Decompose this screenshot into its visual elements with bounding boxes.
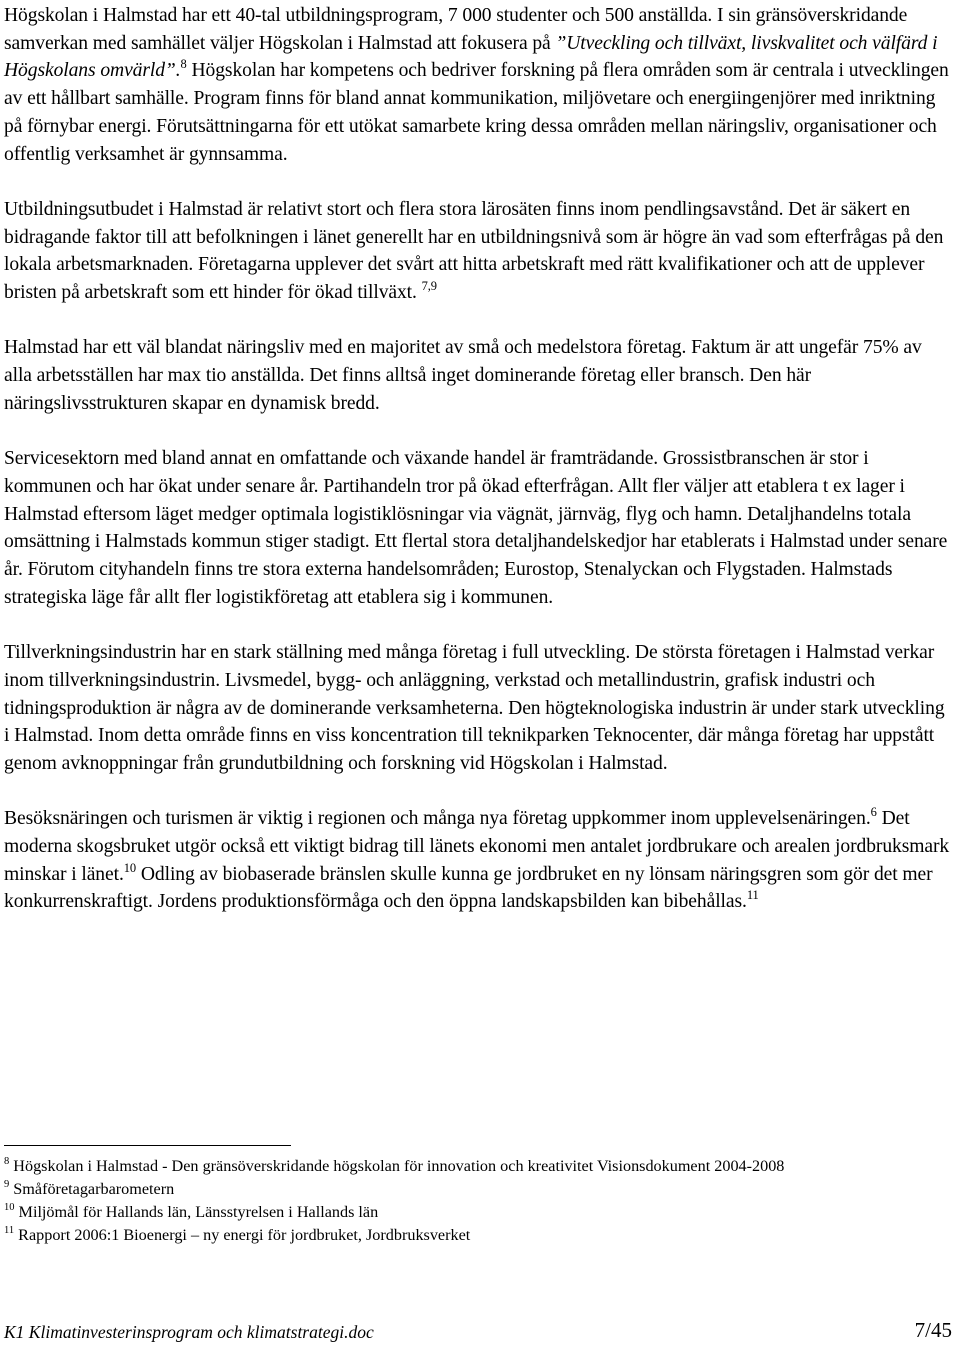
paragraph-text: Besöksnäringen och turismen är viktig i regionen och många nya företag uppkommer inom upplevelsenäringen. [4, 808, 871, 830]
footnotes [4, 1155, 944, 1247]
footnote-number: 11 [4, 1225, 15, 1236]
footnote-item [4, 1178, 944, 1201]
document-body [4, 2, 952, 916]
footnote-number: 9 [4, 1179, 10, 1190]
footnote-ref: 6 [870, 805, 877, 820]
footnote-item [4, 1201, 944, 1224]
paragraph-text: Högskolan har kompetens och bedriver forskning på flera områden som är centrala i utvecklingen av ett hållbart samhälle. Program finns för bland annat kommunikation, miljövetare och energiingenjörer med inriktning på förnybar energi. Förutsättningarna för ett utökat samarbete kring dessa områden mellan näringsliv, organisationer och offentlig verksamhet är gynnsamma. [4, 60, 949, 165]
paragraph-besoksnaring [4, 805, 952, 916]
paragraph-naringsliv: Halmstad har ett väl blandat näringsliv med en majoritet av små och medelstora företag. Faktum är att ungefär 75% av alla arbetsställen har max tio anställda. Det finns alltså inget dominerande företag eller bransch. Den här näringslivsstrukturen skapar en dynamisk bredd. [4, 337, 922, 414]
paragraph-tillverkning: Tillverkningsindustrin har en stark ställning med många företag i full utveckling. De största företagen i Halmstad verkar inom tillverkningsindustrin. Livsmedel, bygg- och anläggning, verkstad och metallindustrin, grafisk industri och tidningsproduktion är några av de dominerande verksamheterna. Den högteknologiska industrin är under stark utveckling i Halmstad. Inom detta område finns en viss koncentration till teknikparken Teknocenter, där många företag har uppstått genom avknoppningar från grundutbildning och forskning vid Högskolan i Halmstad. [4, 642, 945, 774]
paragraph-text: Det moderna skogsbruket utgör också ett viktigt bidrag till länets ekonomi men antalet jordbrukare och arealen jordbruksmark minskar i länet. [4, 808, 950, 885]
document-page [4, 0, 952, 944]
paragraph-text: Högskolan i Halmstad har ett 40-tal utbildningsprogram, 7 000 studenter och 500 anställda. I sin gränsöverskridande samverkan med samhället väljer Högskolan i Halmstad att fokusera på [4, 5, 908, 54]
footnote-item [4, 1155, 944, 1178]
footnote-ref: 10 [123, 860, 137, 875]
paragraph-utbildning [4, 196, 952, 307]
footnote-ref: 11 [746, 888, 759, 903]
document-filename: K1 Klimatinvesterinsprogram och klimatstrategi.doc [4, 1322, 374, 1342]
paragraph-text: Utbildningsutbudet i Halmstad är relativt stort och flera stora lärosäten finns inom pendlingsavstånd. Det är säkert en bidragande faktor till att befolkningen i länet generellt har en utbildningsnivå som är högre än vad som efterfrågas på den lokala arbetsmarknaden. Företagarna upplever det svårt att hitta arbetskraft med rätt kvalifikationer och att de upplever bristen på arbetskraft som ett hinder för ökad tillväxt. [4, 198, 944, 304]
footnote-item [4, 1224, 944, 1247]
footnote-number: 10 [4, 1202, 15, 1213]
footnote-text: Rapport 2006:1 Bioenergi – ny energi för jordbruket, Jordbruksverket [14, 1226, 471, 1244]
page-footer [4, 1318, 952, 1344]
footnote-separator [4, 1145, 291, 1146]
paragraph-servicesektorn: Servicesektorn med bland annat en omfattande och växande handel är framträdande. Grossistbranschen är stor i kommunen och har ökat under senare år. Partihandeln tror på ökad efterfrågan. Allt fler väljer att etablera t ex lager i Halmstad eftersom läget medger optimala logistiklösningar via vägnät, järnväg, flyg och hamn. Detaljhandelns totala omsättning i Halmstads kommun stiger stadigt. Ett flertal stora detaljhandelskedjor har etablerats i Halmstad under senare år. Förutom cityhandeln finns tre stora externa handelsområden; Eurostop, Stenalyckan och Flygstaden. Halmstads strategiska läge får allt fler logistikföretag att etablera sig i kommunen. [4, 448, 948, 608]
footnote-text: Småföretagarbarometern [9, 1180, 175, 1198]
paragraph-hogskolan [4, 2, 952, 168]
page-number: 7/45 [914, 1318, 952, 1342]
footnote-ref: 8 [180, 57, 187, 72]
footnote-text: Miljömål för Hallands län, Länsstyrelsen i Hallands län [14, 1203, 379, 1221]
footnote-number: 8 [4, 1156, 10, 1167]
footnote-text: Högskolan i Halmstad - Den gränsöverskridande högskolan för innovation och kreativitet Visionsdokument 2004-2008 [9, 1157, 785, 1175]
footnote-ref: 7,9 [421, 279, 437, 294]
quote-italic: ”Utveckling och tillväxt, livskvalitet och välfärd i Högskolans omvärld”. [4, 32, 938, 82]
paragraph-text: Odling av biobaserade bränslen skulle kunna ge jordbruket en ny lönsam näringsgren som gör det mer konkurrenskraftigt. Jordens produktionsförmåga och den öppna landskapsbilden kan bibehållas. [4, 863, 933, 913]
